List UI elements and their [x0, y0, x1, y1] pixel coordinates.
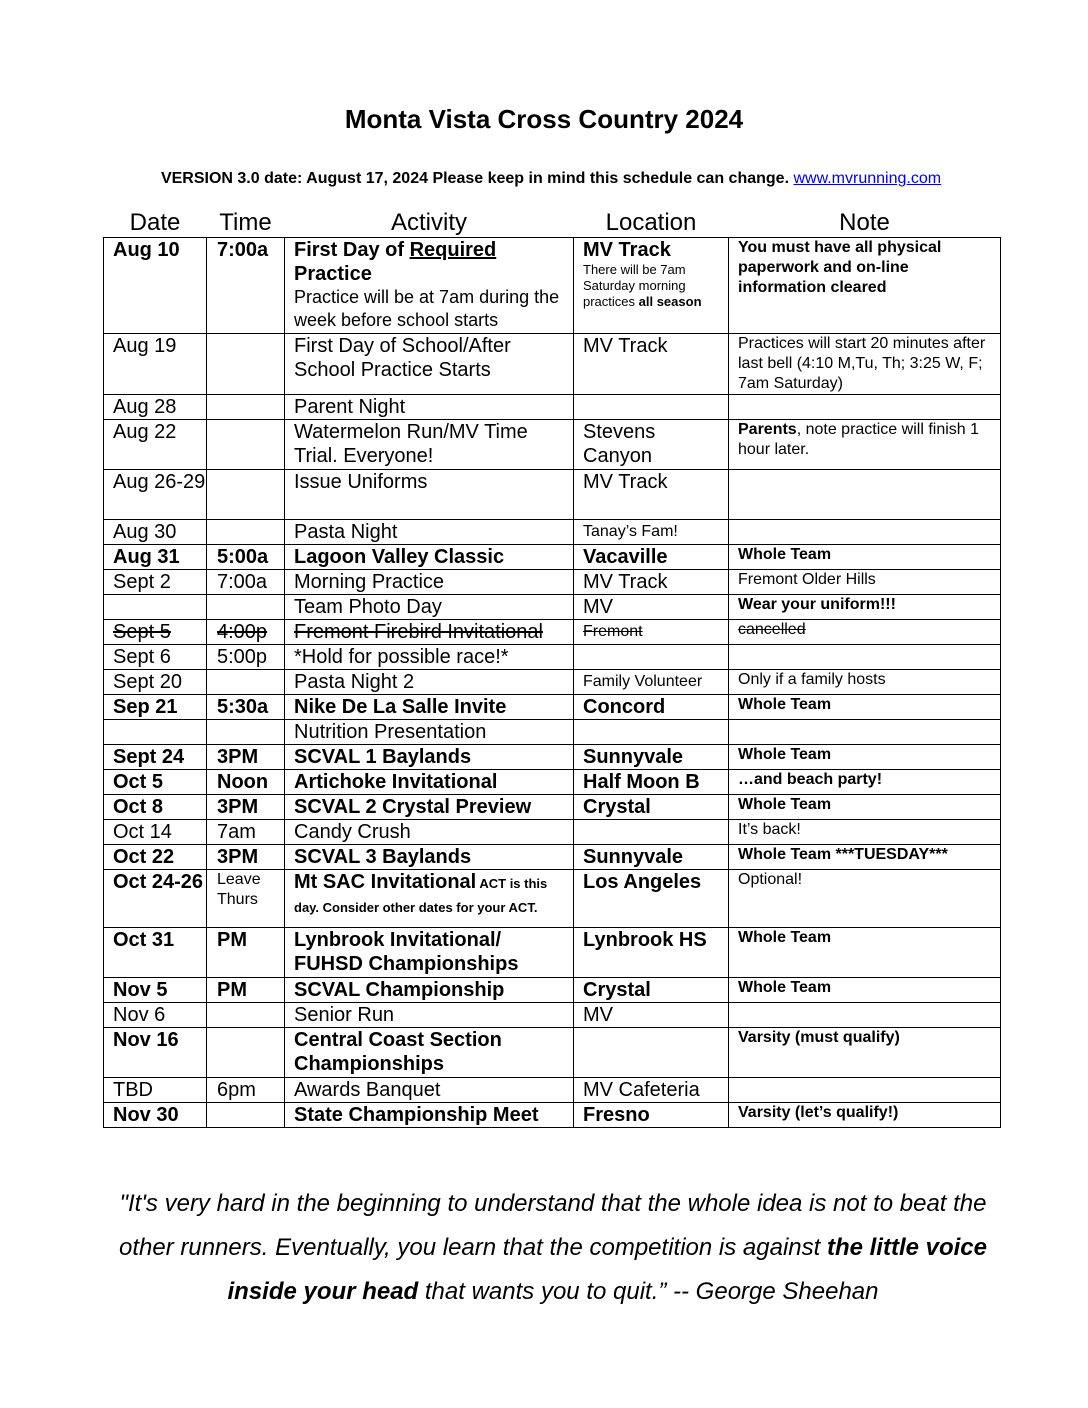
table-row — [104, 545, 1001, 570]
cell-note: Practices will start 20 minutes after last bell (4:10 M,Tu, Th; 3:25 W, F; 7am Saturday) — [729, 334, 1001, 395]
cell-date: Oct 14 — [104, 820, 207, 845]
cell-time: 7:00a — [207, 238, 285, 334]
cell-time — [207, 334, 285, 395]
cell-date: Aug 31 — [104, 545, 207, 570]
cell-note: Wear your uniform!!! — [729, 595, 1001, 620]
table-row — [104, 745, 1001, 770]
table-row — [104, 1078, 1001, 1103]
cell-note: Only if a family hosts — [729, 670, 1001, 695]
cell-activity: Awards Banquet — [285, 1078, 574, 1103]
header-note: Note — [839, 209, 890, 236]
quote — [108, 1182, 998, 1314]
table-row — [104, 1028, 1001, 1078]
cell-note — [729, 645, 1001, 670]
cell-date: Aug 28 — [104, 395, 207, 420]
cell-location: Tanay’s Fam! — [574, 520, 729, 545]
table-row — [104, 620, 1001, 645]
cell-time: 6pm — [207, 1078, 285, 1103]
table-row — [104, 928, 1001, 978]
cell-note: cancelled — [729, 620, 1001, 645]
cell-activity — [285, 238, 574, 334]
table-row — [104, 978, 1001, 1003]
cell-date: Sept 6 — [104, 645, 207, 670]
cell-location: MV — [574, 595, 729, 620]
cell-activity: Pasta Night — [285, 520, 574, 545]
table-row — [104, 670, 1001, 695]
cell-activity: Lynbrook Invitational/ FUHSD Championships — [285, 928, 574, 978]
cell-activity: Issue Uniforms — [285, 470, 574, 520]
activity-subtext: Practice will be at 7am during the week before school starts — [294, 287, 560, 330]
note-text: , note practice will finish 1 hour later. — [738, 421, 980, 458]
cell-date: Oct 24-26 — [104, 870, 207, 928]
cell-activity: Artichoke Invitational — [285, 770, 574, 795]
cell-time — [207, 1003, 285, 1028]
header-date: Date — [129, 209, 181, 236]
cell-activity: SCVAL 3 Baylands — [285, 845, 574, 870]
cell-note: Whole Team — [729, 545, 1001, 570]
cell-time — [207, 470, 285, 520]
cell-note: …and beach party! — [729, 770, 1001, 795]
table-row — [104, 595, 1001, 620]
table-row — [104, 1103, 1001, 1128]
cell-note — [729, 720, 1001, 745]
header-activity: Activity — [390, 209, 467, 236]
cell-location: Sunnyvale — [574, 845, 729, 870]
cell-activity: Team Photo Day — [285, 595, 574, 620]
cell-time: 4:00p — [207, 620, 285, 645]
cell-time — [207, 520, 285, 545]
cell-activity: Fremont Firebird Invitational — [285, 620, 574, 645]
page-title: Monta Vista Cross Country 2024 — [344, 104, 744, 134]
cell-activity: *Hold for possible race!* — [285, 645, 574, 670]
cell-date: Aug 26-29 — [104, 470, 207, 520]
cell-location: Fremont — [574, 620, 729, 645]
cell-time: Noon — [207, 770, 285, 795]
table-row — [104, 695, 1001, 720]
cell-note: Varsity (must qualify) — [729, 1028, 1001, 1078]
cell-time — [207, 720, 285, 745]
cell-date: Sept 2 — [104, 570, 207, 595]
cell-location — [574, 820, 729, 845]
cell-date: TBD — [104, 1078, 207, 1103]
table-row — [104, 238, 1001, 334]
cell-location: Stevens Canyon — [574, 420, 729, 470]
cell-note: Whole Team — [729, 928, 1001, 978]
cell-location: Lynbrook HS — [574, 928, 729, 978]
table-row — [104, 845, 1001, 870]
cell-location: MV — [574, 1003, 729, 1028]
cell-note: It’s back! — [729, 820, 1001, 845]
cell-activity: Candy Crush — [285, 820, 574, 845]
cell-time: 3PM — [207, 845, 285, 870]
quote-part2: that wants you to quit.” -- George Sheehan — [418, 1278, 879, 1305]
cell-activity: State Championship Meet — [285, 1103, 574, 1128]
cell-note: Whole Team — [729, 978, 1001, 1003]
cell-note — [729, 1078, 1001, 1103]
cell-activity: Watermelon Run/MV Time Trial. Everyone! — [285, 420, 574, 470]
cell-date: Nov 5 — [104, 978, 207, 1003]
header-time: Time — [219, 209, 272, 236]
cell-location — [574, 395, 729, 420]
version-line — [0, 170, 1088, 188]
cell-date: Oct 8 — [104, 795, 207, 820]
table-row — [104, 470, 1001, 520]
cell-date: Nov 16 — [104, 1028, 207, 1078]
cell-time: 3PM — [207, 795, 285, 820]
table-row — [104, 420, 1001, 470]
cell-activity: Nutrition Presentation — [285, 720, 574, 745]
cell-activity: Senior Run — [285, 1003, 574, 1028]
location-subtext — [583, 262, 728, 310]
cell-date: Oct 31 — [104, 928, 207, 978]
quote-bold: the little voice inside your head — [227, 1234, 987, 1305]
table-row — [104, 645, 1001, 670]
header-row — [104, 208, 1001, 238]
location-sub-b: all season — [638, 294, 702, 309]
website-link[interactable]: www.mvrunning.com — [793, 170, 942, 187]
cell-time — [207, 1028, 285, 1078]
table-row — [104, 795, 1001, 820]
cell-date: Nov 6 — [104, 1003, 207, 1028]
cell-note: Fremont Older Hills — [729, 570, 1001, 595]
cell-location — [574, 238, 729, 334]
table-row — [104, 334, 1001, 395]
cell-location: MV Track — [574, 570, 729, 595]
table-row — [104, 820, 1001, 845]
cell-location — [574, 720, 729, 745]
cell-location: Fresno — [574, 1103, 729, 1128]
cell-date: Sep 21 — [104, 695, 207, 720]
cell-activity: Morning Practice — [285, 570, 574, 595]
table-row — [104, 520, 1001, 545]
cell-time — [207, 1103, 285, 1128]
cell-location: Concord — [574, 695, 729, 720]
cell-location: Crystal — [574, 978, 729, 1003]
cell-location: MV Track — [574, 470, 729, 520]
cell-time: 7am — [207, 820, 285, 845]
cell-time — [207, 595, 285, 620]
table-row — [104, 1003, 1001, 1028]
cell-note — [729, 520, 1001, 545]
cell-note: Whole Team — [729, 745, 1001, 770]
cell-time: Leave Thurs — [207, 870, 285, 928]
cell-note: Varsity (let’s qualify!) — [729, 1103, 1001, 1128]
cell-time — [207, 420, 285, 470]
cell-time: 7:00a — [207, 570, 285, 595]
location-text: MV Track — [583, 239, 671, 261]
cell-date: Nov 30 — [104, 1103, 207, 1128]
activity-underlined: Required — [409, 239, 497, 261]
cell-location: Vacaville — [574, 545, 729, 570]
header-location: Location — [605, 209, 697, 236]
cell-note: Whole Team — [729, 695, 1001, 720]
cell-note: Optional! — [729, 870, 1001, 928]
activity-text: Mt SAC Invitational — [294, 871, 477, 893]
cell-activity: Central Coast Section Championships — [285, 1028, 574, 1078]
activity-text: First Day of — [294, 239, 410, 261]
table-row — [104, 395, 1001, 420]
cell-date: Aug 10 — [104, 238, 207, 334]
cell-date — [104, 720, 207, 745]
cell-activity: Pasta Night 2 — [285, 670, 574, 695]
table-row — [104, 870, 1001, 928]
quote-part1: "It's very hard in the beginning to understand that the whole idea is not to beat the other runners. Eventually, you learn that the competition is against — [119, 1190, 987, 1261]
cell-note: You must have all physical paperwork and on-line information cleared — [729, 238, 1001, 334]
cell-note: Whole Team — [729, 795, 1001, 820]
cell-time: 5:30a — [207, 695, 285, 720]
cell-location — [574, 645, 729, 670]
cell-date: Sept 5 — [104, 620, 207, 645]
activity-text-end: Practice — [294, 263, 372, 285]
cell-time — [207, 670, 285, 695]
cell-location: MV Cafeteria — [574, 1078, 729, 1103]
cell-activity: SCVAL Championship — [285, 978, 574, 1003]
table-row — [104, 720, 1001, 745]
cell-activity: Parent Night — [285, 395, 574, 420]
cell-location: Los Angeles — [574, 870, 729, 928]
cell-date — [104, 595, 207, 620]
cell-location: Half Moon B — [574, 770, 729, 795]
cell-location: Crystal — [574, 795, 729, 820]
cell-time: 3PM — [207, 745, 285, 770]
cell-note — [729, 420, 1001, 470]
cell-time — [207, 395, 285, 420]
cell-time: 5:00p — [207, 645, 285, 670]
cell-date: Sept 24 — [104, 745, 207, 770]
table-row — [104, 570, 1001, 595]
cell-date: Oct 22 — [104, 845, 207, 870]
cell-location: Sunnyvale — [574, 745, 729, 770]
schedule-table — [103, 208, 1001, 1128]
cell-location — [574, 1028, 729, 1078]
cell-note — [729, 395, 1001, 420]
cell-time: PM — [207, 928, 285, 978]
cell-note — [729, 1003, 1001, 1028]
cell-location: MV Track — [574, 334, 729, 395]
cell-date: Aug 30 — [104, 520, 207, 545]
cell-date: Sept 20 — [104, 670, 207, 695]
cell-note — [729, 470, 1001, 520]
cell-date: Aug 19 — [104, 334, 207, 395]
cell-date: Oct 5 — [104, 770, 207, 795]
cell-time: 5:00a — [207, 545, 285, 570]
version-text: VERSION 3.0 date: August 17, 2024 Please keep in mind this schedule can change. — [160, 170, 794, 187]
table-row — [104, 770, 1001, 795]
cell-time: PM — [207, 978, 285, 1003]
cell-activity: First Day of School/After School Practice Starts — [285, 334, 574, 395]
cell-activity — [285, 870, 574, 928]
cell-note: Whole Team ***TUESDAY*** — [729, 845, 1001, 870]
cell-date: Aug 22 — [104, 420, 207, 470]
cell-activity: Nike De La Salle Invite — [285, 695, 574, 720]
cell-activity: SCVAL 1 Baylands — [285, 745, 574, 770]
note-bold: Parents — [738, 421, 797, 438]
location-sub-a: There will be 7am Saturday morning practices — [583, 262, 686, 309]
cell-location: Family Volunteer — [574, 670, 729, 695]
cell-activity: SCVAL 2 Crystal Preview — [285, 795, 574, 820]
cell-activity: Lagoon Valley Classic — [285, 545, 574, 570]
activity-small-note: ACT is this day. Consider other dates for your ACT. — [294, 876, 548, 915]
